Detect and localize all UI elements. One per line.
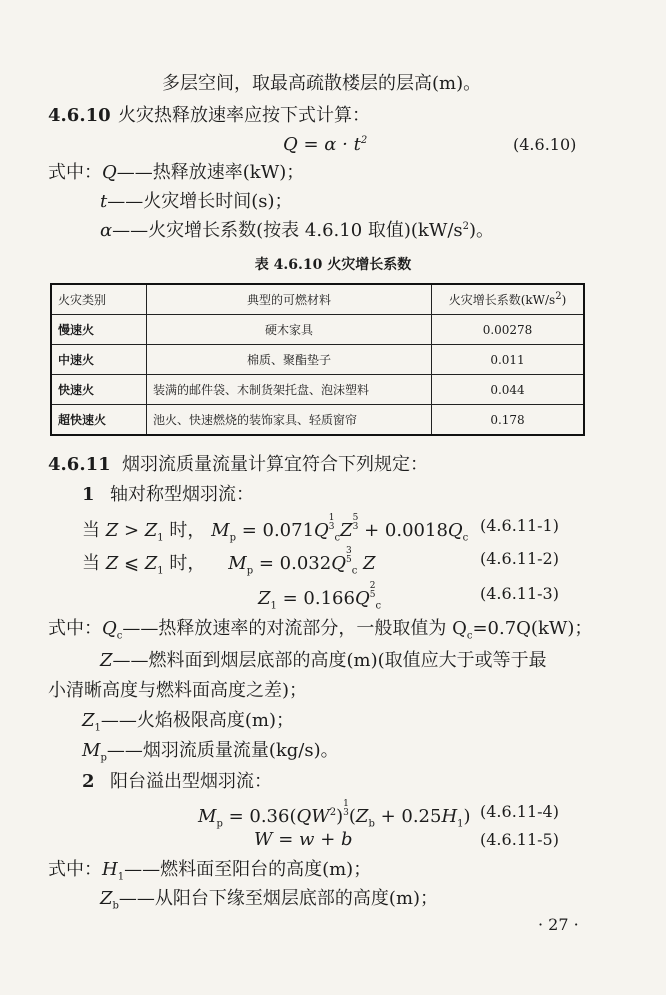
- equation-4-6-11-5: W = w + b: [254, 829, 353, 850]
- table-row: [51, 405, 584, 436]
- page-number: · 27 ·: [538, 915, 579, 934]
- fire-type-cell: 超快速火: [51, 405, 147, 436]
- table-row: [51, 375, 584, 405]
- header-cell: 典型的可燃材料: [147, 284, 432, 315]
- fire-type-cell: 快速火: [51, 375, 147, 405]
- definition-z1: $Z_1——$火焰极限高度(m)；: [82, 710, 295, 734]
- fire-type-cell: 慢速火: [51, 315, 147, 345]
- coefficient-cell: 0.044: [432, 375, 585, 405]
- equation-number: (4.6.11-1): [480, 516, 559, 535]
- coefficient-cell: 0.00278: [432, 315, 585, 345]
- material-cell: 棉质、聚酯垫子: [147, 345, 432, 375]
- section-4-6-11-number: 4.6.11: [48, 454, 111, 475]
- equation-number: (4.6.11-3): [480, 584, 559, 603]
- material-cell: 硬木家具: [147, 315, 432, 345]
- definition-h1: 式中：$H_1——$燃料面至阳台的高度(m)；: [48, 859, 372, 883]
- section-4-6-11-title: 烟羽流质量流量计算宜符合下列规定：: [122, 454, 428, 475]
- equation-4-6-11-1: 当 $Z > Z_1$ 时， $M_p = 0.071Q$ 1 3 $_c$Z 5 3 + $0.0018Q_c$: [82, 513, 469, 544]
- where-label: 式中：Q——热释放速率(kW)；: [48, 162, 305, 183]
- equation-4-6-11-3: $Z_1 = 0.166Q$ 2 5 $_c$: [258, 581, 382, 612]
- coefficient-cell: 0.011: [432, 345, 585, 375]
- equation-number: (4.6.10): [513, 135, 577, 154]
- item-1-title: 轴对称型烟羽流：: [110, 484, 254, 505]
- table-row: [51, 315, 584, 345]
- definition-zb: $Z_b——$从阳台下缘至烟层底部的高度(m)；: [100, 888, 439, 912]
- material-cell: 装满的邮件袋、木制货架托盘、泡沫塑料: [147, 375, 432, 405]
- item-1-number: 1: [82, 484, 95, 505]
- equation-number: (4.6.11-4): [480, 802, 559, 821]
- coefficient-cell: 0.178: [432, 405, 585, 436]
- fire-growth-table: [50, 283, 585, 436]
- equation-number: (4.6.11-5): [480, 830, 559, 849]
- definition-t: t——火灾增长时间(s)；: [100, 191, 293, 212]
- definition-z: Z——燃料面到烟层底部的高度(m)(取值应大于或等于最: [100, 650, 547, 671]
- equation-number: (4.6.11-2): [480, 549, 559, 568]
- section-4-6-10-title: 火灾热释放速率应按下式计算：: [118, 105, 370, 126]
- definition-mp: $M_p——$烟羽流质量流量(kg/s)。: [82, 740, 339, 764]
- equation-4-6-10: $Q = \alpha \cdot t^2$: [283, 134, 368, 155]
- header-cell: 火灾增长系数$(kW/s^2)$: [432, 284, 585, 315]
- continuation-line: 多层空间，取最高疏散楼层的层高(m)。: [162, 73, 482, 94]
- equation-4-6-11-4: $M_p = 0.36(QW^2)$ 1 3 $(Z_b + 0.25H_1)$: [198, 799, 471, 830]
- table-header-row: [51, 284, 584, 315]
- equation-4-6-11-2: 当 Z ⩽ $Z_1$ 时， $M_p = 0.032Q$ 3 5 $_c$ Z: [82, 546, 376, 577]
- table-row: [51, 345, 584, 375]
- header-cell: 火灾类别: [51, 284, 147, 315]
- definition-qc: 式中：$Q_c——$热释放速率的对流部分，一般取值为 $Q_c=0.7Q(kW)$；: [48, 618, 593, 642]
- table-caption: 表 4.6.10 火灾增长系数: [254, 257, 412, 273]
- section-4-6-10-number: 4.6.10: [48, 105, 111, 126]
- definition-alpha: α——火灾增长系数(按表 4.6.10 取值)$(kW/s^2)$。: [100, 220, 495, 241]
- fire-type-cell: 中速火: [51, 345, 147, 375]
- item-2-number: 2: [82, 771, 95, 792]
- definition-z-continued: 小清晰高度与燃料面高度之差)；: [48, 680, 308, 701]
- item-2-title: 阳台溢出型烟羽流：: [110, 771, 272, 792]
- material-cell: 池火、快速燃烧的装饰家具、轻质窗帘: [147, 405, 432, 436]
